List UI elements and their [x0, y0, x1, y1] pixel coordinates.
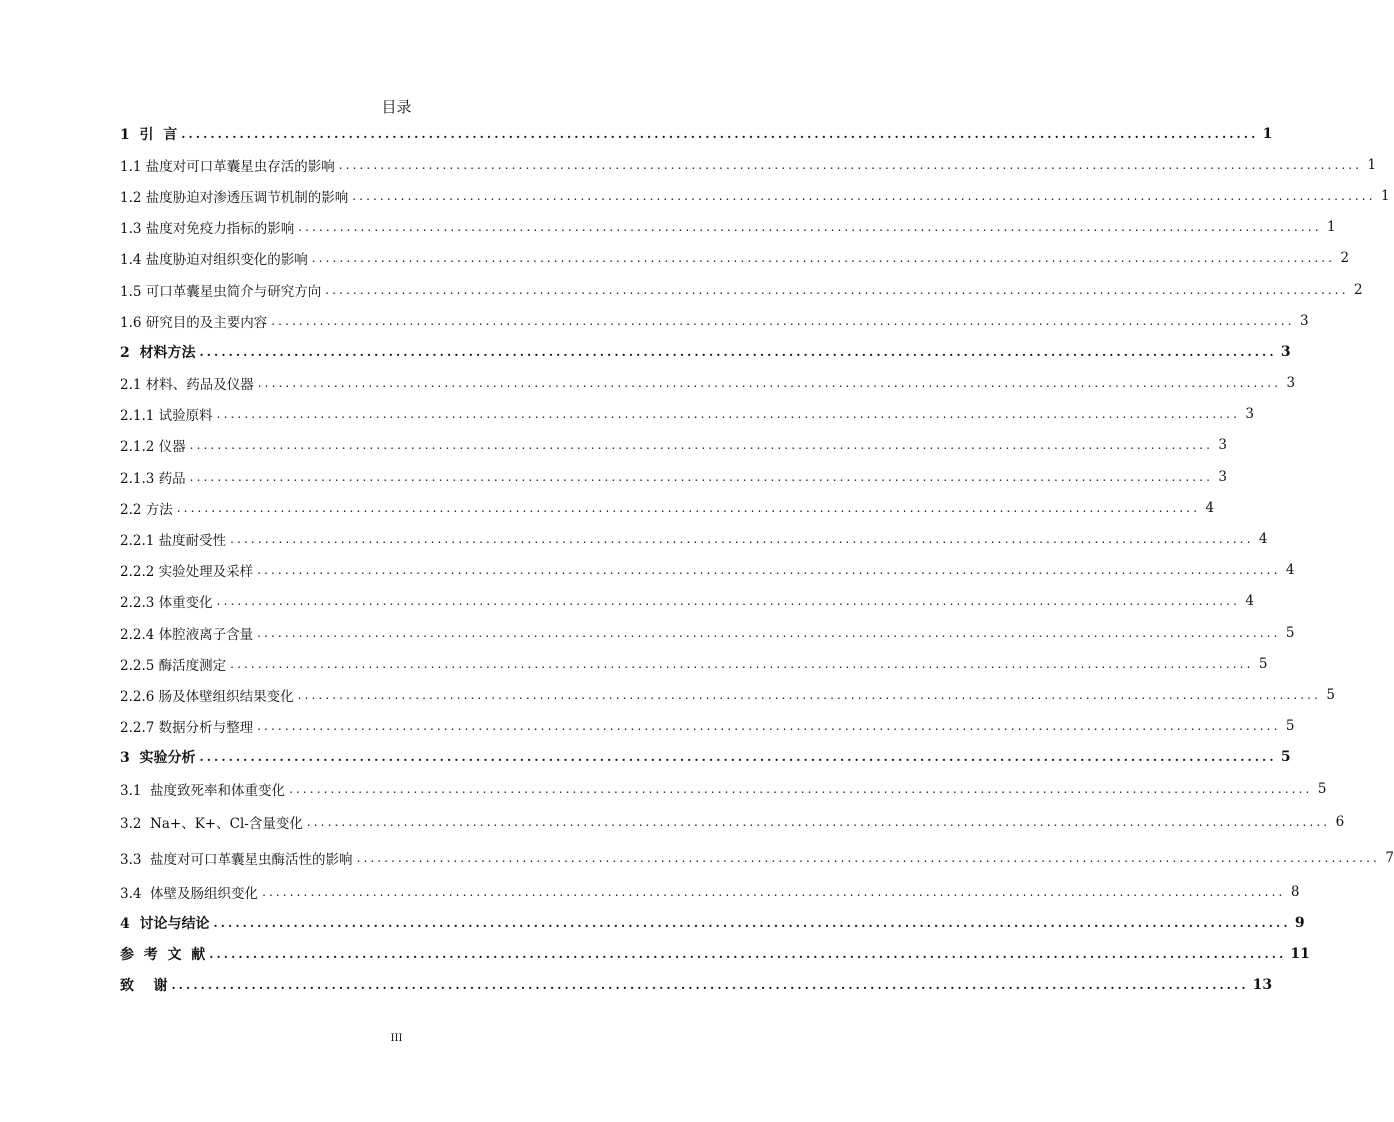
toc-leader-dots: .................................................................................................................................................... — [297, 687, 1321, 702]
toc-entry[interactable] — [120, 742, 1291, 773]
toc-leader-dots: .................................................................................................................................................... — [257, 719, 1281, 734]
toc-entry-page: 4 — [1258, 531, 1268, 548]
toc-entry-page: 5 — [1326, 686, 1335, 703]
toc-entry-page: 13 — [1252, 977, 1273, 994]
toc-entry[interactable] — [120, 492, 1215, 523]
toc-leader-dots: .................................................................................................................................................... — [216, 407, 1240, 422]
toc-entry-page: 5 — [1258, 655, 1268, 672]
toc-entry[interactable] — [120, 212, 1336, 243]
toc-entry[interactable] — [120, 243, 1350, 274]
toc-entry-label: 3.4 体壁及肠组织变化 — [120, 885, 259, 902]
toc-leader-dots: .................................................................................................................................................... — [311, 251, 1336, 266]
page-title: 目录 — [381, 98, 412, 116]
toc-entry[interactable] — [120, 773, 1327, 804]
toc-entry[interactable] — [120, 118, 1273, 149]
toc-entry[interactable] — [120, 180, 1390, 211]
toc-entry-page: 3 — [1218, 468, 1227, 485]
toc-entry-label: 3.1 盐度致死率和体重变化 — [120, 782, 286, 799]
toc-entry-page: 1 — [1381, 187, 1390, 204]
toc-leader-dots: .................................................................................................................................................... — [209, 947, 1287, 962]
toc-leader-dots: .................................................................................................................................................... — [216, 594, 1240, 609]
toc-entry-label: 1.1 盐度对可口革囊星虫存活的影响 — [120, 158, 335, 175]
toc-entry-page: 3 — [1300, 312, 1309, 329]
toc-entry[interactable] — [120, 555, 1295, 586]
toc-entry[interactable] — [120, 461, 1227, 492]
toc-entry-page: 4 — [1245, 593, 1254, 610]
toc-leader-dots: .................................................................................................................................................... — [199, 750, 1277, 765]
toc-entry-page: 5 — [1280, 749, 1291, 766]
toc-leader-dots: .................................................................................................................................................... — [338, 157, 1363, 172]
toc-entry[interactable] — [120, 399, 1254, 430]
toc-leader-dots: .................................................................................................................................................... — [213, 915, 1291, 930]
toc-entry-label: 1.4 盐度胁迫对组织变化的影响 — [120, 252, 308, 269]
toc-entry-label: 1.3 盐度对免疫力指标的影响 — [120, 221, 295, 238]
toc-entry-label: 3.3 盐度对可口革囊星虫酶活性的影响 — [120, 852, 353, 869]
toc-entry-page: 5 — [1317, 780, 1327, 797]
toc-leader-dots: .................................................................................................................................................... — [230, 532, 1254, 547]
toc-leader-dots: .................................................................................................................................................... — [181, 126, 1259, 141]
toc-entry[interactable] — [120, 679, 1335, 710]
toc-entry-label: 2.2.7 数据分析与整理 — [120, 720, 254, 737]
toc-entry[interactable] — [120, 368, 1296, 399]
toc-entry-label: 1 引 言 — [120, 126, 178, 143]
toc-entry-page: 6 — [1335, 814, 1345, 831]
toc-leader-dots: .................................................................................................................................................... — [262, 884, 1286, 899]
toc-leader-dots: .................................................................................................................................................... — [176, 500, 1201, 515]
toc-entry-label: 1.6 研究目的及主要内容 — [120, 314, 268, 331]
toc-entry[interactable] — [120, 523, 1268, 554]
toc-leader-dots: .................................................................................................................................................... — [230, 656, 1254, 671]
toc-entry-label: 2.1.2 仪器 — [120, 439, 186, 456]
toc-leader-dots: .................................................................................................................................................... — [189, 438, 1213, 453]
toc-entry[interactable] — [120, 876, 1300, 907]
toc-entry-label: 2.1.1 试验原料 — [120, 408, 213, 425]
toc-entry-label: 3.2 Na+、K+、Cl-含量变化 — [120, 816, 303, 833]
toc-entry-page: 1 — [1367, 156, 1377, 173]
toc-leader-dots: .................................................................................................................................................... — [289, 781, 1313, 796]
toc-entry[interactable] — [120, 586, 1254, 617]
toc-entry[interactable] — [120, 907, 1305, 938]
toc-entry-label: 2.1 材料、药品及仪器 — [120, 377, 254, 394]
toc-leader-dots: .................................................................................................................................................... — [199, 344, 1277, 359]
table-of-contents — [120, 118, 1394, 1001]
toc-entry[interactable] — [120, 840, 1394, 876]
toc-leader-dots: .................................................................................................................................................... — [298, 220, 1322, 235]
toc-entry[interactable] — [120, 804, 1345, 840]
toc-leader-dots: .................................................................................................................................................... — [257, 625, 1281, 640]
toc-entry[interactable] — [120, 711, 1295, 742]
toc-entry-page: 2 — [1340, 250, 1350, 267]
toc-entry-label: 3 实验分析 — [120, 750, 196, 767]
toc-entry-page: 5 — [1285, 718, 1295, 735]
toc-entry-label: 2.2.6 肠及体壁组织结果变化 — [120, 688, 294, 705]
toc-leader-dots: .................................................................................................................................................... — [171, 978, 1249, 993]
toc-entry[interactable] — [120, 939, 1310, 970]
toc-entry-label: 2.2.5 酶活度测定 — [120, 657, 227, 674]
toc-entry-label: 2.2.4 体腔液离子含量 — [120, 626, 254, 643]
toc-entry[interactable] — [120, 274, 1363, 305]
toc-entry[interactable] — [120, 149, 1377, 180]
toc-leader-dots: .................................................................................................................................................... — [306, 815, 1331, 830]
toc-entry-page: 9 — [1294, 914, 1305, 931]
toc-entry-page: 3 — [1218, 437, 1227, 454]
toc-entry-page: 4 — [1285, 562, 1295, 579]
toc-entry-label: 致 谢 — [120, 978, 168, 995]
toc-entry-page: 3 — [1286, 375, 1296, 392]
toc-leader-dots: .................................................................................................................................................... — [189, 469, 1213, 484]
toc-leader-dots: .................................................................................................................................................... — [257, 376, 1282, 391]
toc-entry-page: 1 — [1327, 219, 1336, 236]
toc-leader-dots: .................................................................................................................................................... — [352, 188, 1376, 203]
toc-entry-label: 4 讨论与结论 — [120, 915, 210, 932]
toc-entry-page: 7 — [1385, 850, 1394, 867]
toc-entry-page: 3 — [1245, 406, 1254, 423]
toc-entry[interactable] — [120, 617, 1295, 648]
toc-entry-label: 1.2 盐度胁迫对渗透压调节机制的影响 — [120, 189, 349, 206]
toc-entry-page: 1 — [1262, 125, 1273, 142]
toc-entry[interactable] — [120, 430, 1227, 461]
toc-entry-label: 2.1.3 药品 — [120, 470, 186, 487]
toc-entry[interactable] — [120, 336, 1291, 367]
toc-leader-dots: .................................................................................................................................................... — [271, 313, 1295, 328]
toc-leader-dots: .................................................................................................................................................... — [257, 563, 1281, 578]
toc-entry-page: 4 — [1205, 499, 1215, 516]
toc-entry-label: 参 考 文 献 — [120, 947, 206, 964]
toc-entry-page: 5 — [1285, 624, 1295, 641]
toc-entry-label: 2.2.1 盐度耐受性 — [120, 533, 227, 550]
toc-entry-label: 2.2.3 体重变化 — [120, 595, 213, 612]
toc-leader-dots: .................................................................................................................................................... — [325, 282, 1349, 297]
toc-entry-page: 3 — [1280, 343, 1291, 360]
toc-entry-label: 2.2 方法 — [120, 501, 173, 518]
toc-leader-dots: .................................................................................................................................................... — [356, 851, 1380, 866]
toc-entry[interactable] — [120, 970, 1273, 1001]
toc-entry-label: 2.2.2 实验处理及采样 — [120, 564, 254, 581]
toc-entry[interactable] — [120, 648, 1268, 679]
page-number-footer: III — [390, 1033, 403, 1044]
toc-entry-label: 1.5 可口革囊星虫简介与研究方向 — [120, 283, 322, 300]
toc-entry-page: 2 — [1354, 281, 1363, 298]
toc-entry[interactable] — [120, 305, 1309, 336]
toc-entry-page: 11 — [1290, 946, 1310, 963]
toc-entry-page: 8 — [1290, 883, 1300, 900]
toc-entry-label: 2 材料方法 — [120, 344, 196, 361]
